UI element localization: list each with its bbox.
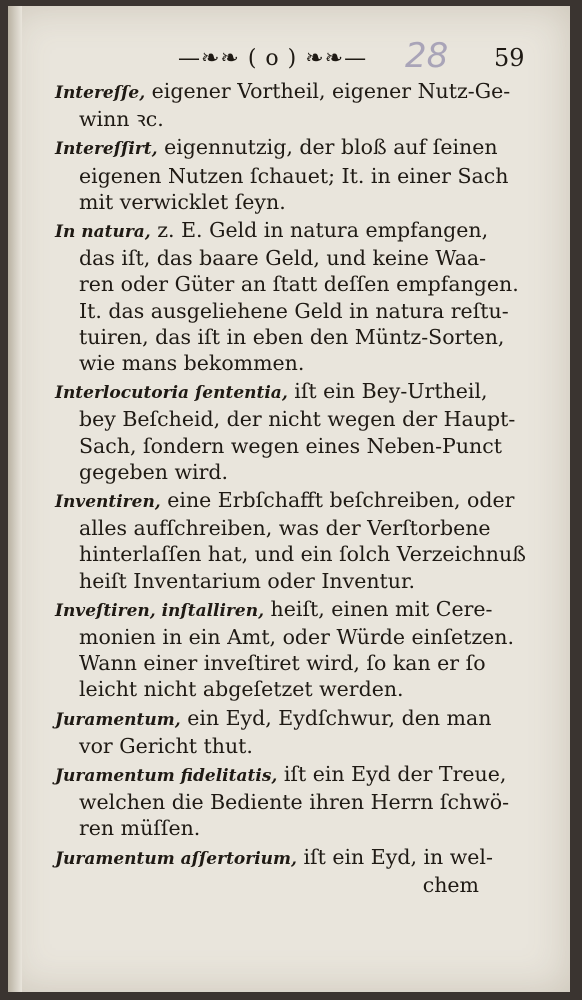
glossary-entry	[55, 217, 535, 376]
entry-term: Juramentum,	[55, 709, 181, 730]
page-header	[8, 36, 570, 78]
entry-line: wie mans bekommen.	[79, 351, 305, 376]
entry-line: heiſt, einen mit Cere-	[264, 596, 493, 621]
pencil-annotation: 28	[405, 36, 449, 76]
entry-line: vor Gericht thut.	[79, 733, 253, 758]
entry-line: ren oder Güter an ſtatt deſſen empfangen.	[79, 272, 519, 297]
entry-line: ren müſſen.	[79, 816, 201, 841]
entry-line: chem	[422, 872, 479, 897]
entry-line: z. E. Geld in natura empfangen,	[150, 218, 489, 243]
entry-term: Inveſtiren, inſtalliren,	[55, 600, 265, 621]
entry-line: iſt ein Bey-Urtheil,	[287, 379, 488, 404]
glossary-entry	[55, 761, 535, 842]
entry-line: heiſt Inventarium oder Inventur.	[79, 568, 416, 593]
entry-line: bey Beſcheid, der nicht wegen der Haupt-	[79, 407, 516, 432]
entry-line: das iſt, das baare Geld, und keine Waa-	[79, 246, 487, 271]
entry-line: gegeben wird.	[79, 459, 229, 484]
entry-line: eigener Vortheil, eigener Nutz-Ge-	[145, 79, 511, 103]
entry-line: iſt ein Eyd der Treue,	[277, 762, 507, 787]
glossary-text	[55, 78, 535, 900]
page-number: 59	[494, 44, 525, 72]
entry-term: Intereſſirt,	[55, 139, 158, 160]
entry-line: Wann einer inveſtiret wird, ſo kan er ſo	[79, 651, 486, 676]
entry-line: mit verwicklet ſeyn.	[79, 189, 286, 214]
entry-line: Sach, ſondern wegen eines Neben-Punct	[79, 433, 502, 458]
entry-line: iſt ein Eyd, in wel-	[296, 844, 493, 869]
entry-term: In natura,	[55, 222, 151, 243]
header-ornament: —❧❧ ( o ) ❧❧—	[178, 46, 368, 71]
glossary-entry	[55, 596, 535, 703]
glossary-entry	[55, 78, 535, 132]
glossary-entry	[55, 487, 535, 594]
glossary-entry	[55, 378, 535, 485]
glossary-entry	[55, 134, 535, 215]
entry-line: hinterlaſſen hat, und ein ſolch Verzeichnuß	[79, 542, 526, 567]
book-page	[8, 6, 570, 992]
entry-line: eine Erbſchafft beſchreiben, oder	[160, 488, 515, 513]
entry-term: Juramentum aſſertorium,	[55, 848, 297, 869]
entry-line: alles aufſchreiben, was der Verſtorbene	[79, 516, 491, 541]
entry-line: welchen die Bediente ihren Herrn ſchwö-	[79, 790, 510, 815]
entry-line: monien in ein Amt, oder Würde einſetzen.	[79, 625, 515, 650]
entry-line: winn ꝛc.	[79, 107, 164, 132]
entry-line: ein Eyd, Eydſchwur, den man	[180, 705, 492, 730]
glossary-entry	[55, 844, 535, 898]
entry-term: Inventiren,	[55, 492, 161, 513]
entry-term: Interlocutoria ſententia,	[55, 383, 288, 404]
entry-line: eigennutzig, der bloß auf ſeinen	[157, 135, 498, 160]
entry-line: eigenen Nutzen ſchauet; It. in einer Sach	[79, 163, 509, 188]
entry-line: leicht nicht abgeſetzet werden.	[79, 677, 404, 702]
entry-line: tuiren, das iſt in eben den Müntz-Sorten,	[79, 324, 505, 349]
glossary-entry	[55, 705, 535, 759]
entry-term: Juramentum fidelitatis,	[55, 766, 278, 787]
entry-line: It. das ausgeliehene Geld in natura reſtu-	[79, 298, 509, 323]
entry-term: Intereſſe,	[55, 83, 146, 103]
page-spine-shadow	[8, 6, 22, 992]
